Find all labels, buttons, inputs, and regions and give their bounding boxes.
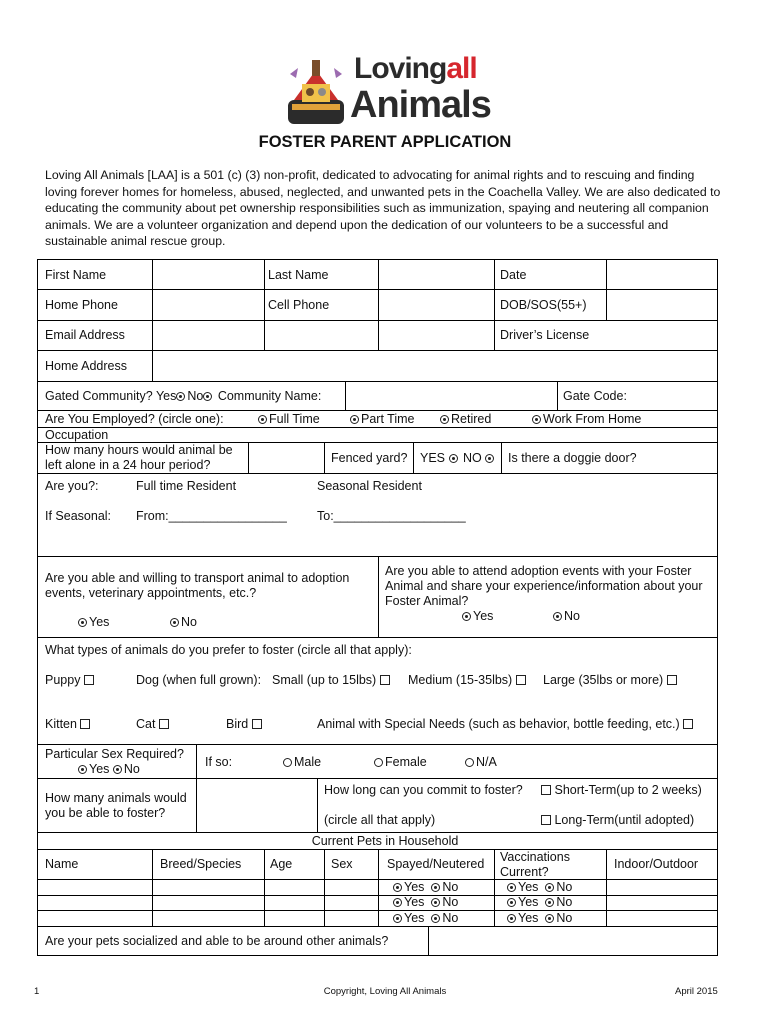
na-radio[interactable] (465, 758, 474, 767)
spayed-yes-radio[interactable] (393, 883, 402, 892)
bird-option[interactable]: Bird (226, 717, 262, 731)
option-retired[interactable]: Retired (440, 412, 491, 426)
col-spayed: Spayed/Neutered (387, 857, 485, 871)
sex-question: Particular Sex Required? (45, 747, 184, 761)
gated-community-question: Gated Community? Yes No Community Name: (45, 389, 322, 403)
date-label: Date (500, 268, 527, 282)
transport-question-line1: Are you able and willing to transport animal to adoption (45, 571, 350, 585)
spayed-no-radio[interactable] (431, 914, 440, 923)
transport-yes-option[interactable]: Yes (78, 615, 109, 629)
drivers-license-label: Driver’s License (500, 328, 590, 342)
gate-code-label: Gate Code: (563, 389, 627, 403)
vacc-yes-radio[interactable] (507, 914, 516, 923)
small-checkbox[interactable] (380, 675, 390, 685)
logo-wordmark-line2: Animals (350, 84, 491, 126)
to-field[interactable]: To:___________________ (317, 509, 466, 523)
page-title: FOSTER PARENT APPLICATION (258, 133, 512, 151)
kitten-checkbox[interactable] (80, 719, 90, 729)
cat-checkbox[interactable] (159, 719, 169, 729)
from-field[interactable]: From:_________________ (136, 509, 287, 523)
cell-phone-label: Cell Phone (268, 298, 330, 312)
if-so-label: If so: (205, 755, 233, 769)
circle-all-note: (circle all that apply) (324, 813, 436, 827)
vacc-no-radio[interactable] (545, 883, 554, 892)
col-breed: Breed/Species (160, 857, 242, 871)
col-vaccinations-current: Current? (500, 865, 549, 879)
animal-types-question: What types of animals do you prefer to foster (circle all that apply): (45, 643, 412, 657)
fenced-yes-radio[interactable] (449, 454, 458, 463)
home-phone-label: Home Phone (45, 298, 118, 312)
part-time-radio[interactable] (350, 415, 359, 424)
small-option[interactable]: Small (up to 15lbs) (272, 673, 390, 687)
logo (284, 50, 491, 128)
kitten-option[interactable]: Kitten (45, 717, 90, 731)
vacc-yes-radio[interactable] (507, 898, 516, 907)
short-term-checkbox[interactable] (541, 785, 551, 795)
sex-required-options: Yes No (78, 762, 140, 776)
how-many-line2: you be able to foster? (45, 806, 166, 820)
spayed-no-radio[interactable] (431, 883, 440, 892)
special-needs-checkbox[interactable] (683, 719, 693, 729)
events-yes-option[interactable]: Yes (462, 609, 493, 623)
col-age: Age (270, 857, 293, 871)
events-no-radio[interactable] (553, 612, 562, 621)
female-option[interactable]: Female (374, 755, 427, 769)
doggie-door-label: Is there a doggie door? (508, 451, 637, 465)
medium-option[interactable]: Medium (15-35lbs) (408, 673, 526, 687)
events-question-line1: Are you able to attend adoption events with your Foster (385, 564, 692, 578)
socialized-question: Are your pets socialized and able to be around other animals? (45, 934, 389, 948)
events-question-line2: Animal and share your experience/information about your (385, 579, 703, 593)
transport-no-option[interactable]: No (170, 615, 197, 629)
col-vaccinations: Vaccinations (500, 850, 570, 864)
transport-question-line2: events, veterinary appointments, etc.? (45, 586, 257, 600)
page-number: 1 (34, 986, 40, 997)
spayed-no-radio[interactable] (431, 898, 440, 907)
home-address-label: Home Address (45, 359, 127, 373)
vacc-row1[interactable]: Yes No (507, 880, 572, 894)
fenced-options: YES NO (420, 451, 496, 465)
full-time-radio[interactable] (258, 415, 267, 424)
cat-option[interactable]: Cat (136, 717, 169, 731)
na-option[interactable]: N/A (465, 755, 497, 769)
long-term-checkbox[interactable] (541, 815, 551, 825)
intro-paragraph: Loving All Animals [LAA] is a 501 (c) (3) non-profit, dedicated to advocating for animal rights and to rescuing and finding loving forever homes for homeless, abused, neglected, and unwanted pets in the Coachella Valley. We are also dedicated to educating the community about pet ownership responsibilities such as immunization, spaying and neutering all companion animals. We are a volunteer organization and depend upon the dedication of our volunteers to be a successful and sustainable animal rescue group. (45, 168, 721, 248)
gated-no-radio[interactable] (203, 392, 212, 401)
ark-house-icon (284, 50, 348, 128)
footer-date: April 2015 (675, 986, 718, 997)
events-question-line3: Foster Animal? (385, 594, 469, 608)
col-sex: Sex (331, 857, 353, 871)
male-option[interactable]: Male (283, 755, 321, 769)
copyright: Copyright, Loving All Animals (323, 986, 447, 997)
logo-wordmark-line1: Lovingall (354, 52, 477, 85)
hours-question-line1: How many hours would animal be (45, 443, 233, 457)
medium-checkbox[interactable] (516, 675, 526, 685)
hours-question-line2: left alone in a 24 hour period? (45, 458, 211, 472)
vacc-no-radio[interactable] (545, 914, 554, 923)
long-term-option[interactable]: Long-Term(until adopted) (541, 813, 694, 827)
option-part-time[interactable]: Part Time (350, 412, 415, 426)
vacc-no-radio[interactable] (545, 898, 554, 907)
sex-required-no-radio[interactable] (113, 765, 122, 774)
how-long-question: How long can you commit to foster? (324, 783, 523, 797)
how-many-line1: How many animals would (45, 791, 187, 805)
email-label: Email Address (45, 328, 125, 342)
male-radio[interactable] (283, 758, 292, 767)
large-checkbox[interactable] (667, 675, 677, 685)
spayed-row1[interactable]: Yes No (393, 880, 458, 894)
transport-yes-radio[interactable] (78, 618, 87, 627)
events-no-option[interactable]: No (553, 609, 580, 623)
spayed-yes-radio[interactable] (393, 914, 402, 923)
spayed-row2[interactable]: Yes No (393, 895, 458, 909)
puppy-checkbox[interactable] (84, 675, 94, 685)
vacc-yes-radio[interactable] (507, 883, 516, 892)
transport-no-radio[interactable] (170, 618, 179, 627)
large-option[interactable]: Large (35lbs or more) (543, 673, 677, 687)
gated-yes-radio[interactable] (176, 392, 185, 401)
spayed-yes-radio[interactable] (393, 898, 402, 907)
option-work-from-home[interactable]: Work From Home (532, 412, 641, 426)
spayed-row3[interactable]: Yes No (393, 911, 458, 925)
fenced-no-radio[interactable] (485, 454, 494, 463)
first-name-label: First Name (45, 268, 107, 282)
dog-label: Dog (when full grown): (136, 673, 262, 687)
events-yes-radio[interactable] (462, 612, 471, 621)
current-pets-heading: Current Pets in Household (311, 834, 459, 848)
last-name-label: Last Name (268, 268, 329, 282)
col-name: Name (45, 857, 79, 871)
vacc-row3[interactable]: Yes No (507, 911, 572, 925)
col-indoor-outdoor: Indoor/Outdoor (614, 857, 699, 871)
short-term-option[interactable]: Short-Term(up to 2 weeks) (541, 783, 702, 797)
puppy-option[interactable]: Puppy (45, 673, 94, 687)
bird-checkbox[interactable] (252, 719, 262, 729)
seasonal-resident-option[interactable]: Seasonal Resident (317, 479, 422, 493)
retired-radio[interactable] (440, 415, 449, 424)
work-from-home-radio[interactable] (532, 415, 541, 424)
option-full-time[interactable]: Full Time (258, 412, 320, 426)
full-time-resident-option[interactable]: Full time Resident (136, 479, 237, 493)
occupation-label: Occupation (45, 428, 109, 442)
are-you-label: Are you?: (45, 479, 99, 493)
vacc-row2[interactable]: Yes No (507, 895, 572, 909)
dob-label: DOB/SOS(55+) (500, 298, 587, 312)
sex-required-yes-radio[interactable] (78, 765, 87, 774)
female-radio[interactable] (374, 758, 383, 767)
employed-question: Are You Employed? (circle one): (45, 412, 224, 426)
special-needs-option[interactable]: Animal with Special Needs (such as behavior, bottle feeding, etc.) (317, 717, 693, 731)
fenced-yard-label: Fenced yard? (331, 451, 408, 465)
if-seasonal-label: If Seasonal: (45, 509, 112, 523)
